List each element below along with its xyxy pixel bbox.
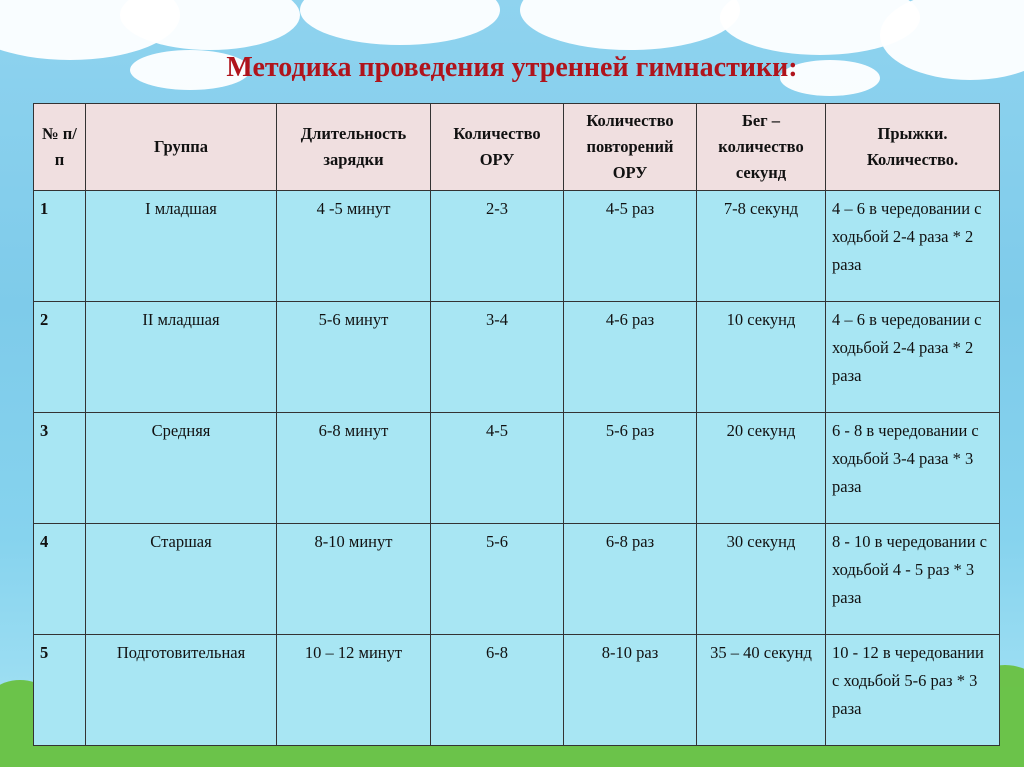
cell-duration: 6-8 минут <box>277 413 431 524</box>
cell-group: Старшая <box>86 524 277 635</box>
cell-running: 10 секунд <box>697 302 826 413</box>
table-header-row <box>34 104 1000 191</box>
cell-running: 20 секунд <box>697 413 826 524</box>
cell-duration: 8-10 минут <box>277 524 431 635</box>
cell-group: Средняя <box>86 413 277 524</box>
header-oru-repeats: Количество повторений ОРУ <box>564 104 697 191</box>
header-running: Бег – количество секунд <box>697 104 826 191</box>
page-title: Методика проведения утренней гимнастики: <box>226 52 798 83</box>
gymnastics-table <box>33 103 1000 746</box>
table-row <box>34 191 1000 302</box>
cell-jumps: 10 - 12 в чередовании с ходьбой 5-6 раз * 3 раза <box>826 635 1000 746</box>
cell-number: 2 <box>34 302 86 413</box>
cell-group: I младшая <box>86 191 277 302</box>
cell-duration: 10 – 12 минут <box>277 635 431 746</box>
cell-oru-count: 4-5 <box>431 413 564 524</box>
header-number: № п/п <box>34 104 86 191</box>
cell-group: Подготовительная <box>86 635 277 746</box>
header-jumps: Прыжки. Количество. <box>826 104 1000 191</box>
header-group: Группа <box>86 104 277 191</box>
cell-oru-repeats: 4-6 раз <box>564 302 697 413</box>
cell-oru-repeats: 4-5 раз <box>564 191 697 302</box>
table-row <box>34 635 1000 746</box>
header-duration: Длительность зарядки <box>277 104 431 191</box>
cell-number: 4 <box>34 524 86 635</box>
cell-running: 30 секунд <box>697 524 826 635</box>
table-row <box>34 524 1000 635</box>
cell-number: 5 <box>34 635 86 746</box>
cell-jumps: 6 - 8 в чередовании с ходьбой 3-4 раза * 3 раза <box>826 413 1000 524</box>
cell-jumps: 4 – 6 в чередовании с ходьбой 2-4 раза * 2 раза <box>826 191 1000 302</box>
cell-oru-count: 5-6 <box>431 524 564 635</box>
cell-oru-repeats: 5-6 раз <box>564 413 697 524</box>
cell-number: 1 <box>34 191 86 302</box>
cell-duration: 5-6 минут <box>277 302 431 413</box>
table-row <box>34 413 1000 524</box>
cloud-decoration <box>300 0 500 45</box>
cell-duration: 4 -5 минут <box>277 191 431 302</box>
cell-jumps: 4 – 6 в чередовании с ходьбой 2-4 раза * 2 раза <box>826 302 1000 413</box>
cell-number: 3 <box>34 413 86 524</box>
cell-oru-repeats: 6-8 раз <box>564 524 697 635</box>
cell-oru-count: 2-3 <box>431 191 564 302</box>
cloud-decoration <box>520 0 740 50</box>
table-row <box>34 302 1000 413</box>
cell-jumps: 8 - 10 в чередовании с ходьбой 4 - 5 раз * 3 раза <box>826 524 1000 635</box>
cell-oru-repeats: 8-10 раз <box>564 635 697 746</box>
cell-oru-count: 3-4 <box>431 302 564 413</box>
cell-running: 35 – 40 секунд <box>697 635 826 746</box>
header-oru-count: Количество ОРУ <box>431 104 564 191</box>
cell-group: II младшая <box>86 302 277 413</box>
cell-oru-count: 6-8 <box>431 635 564 746</box>
cell-running: 7-8 секунд <box>697 191 826 302</box>
